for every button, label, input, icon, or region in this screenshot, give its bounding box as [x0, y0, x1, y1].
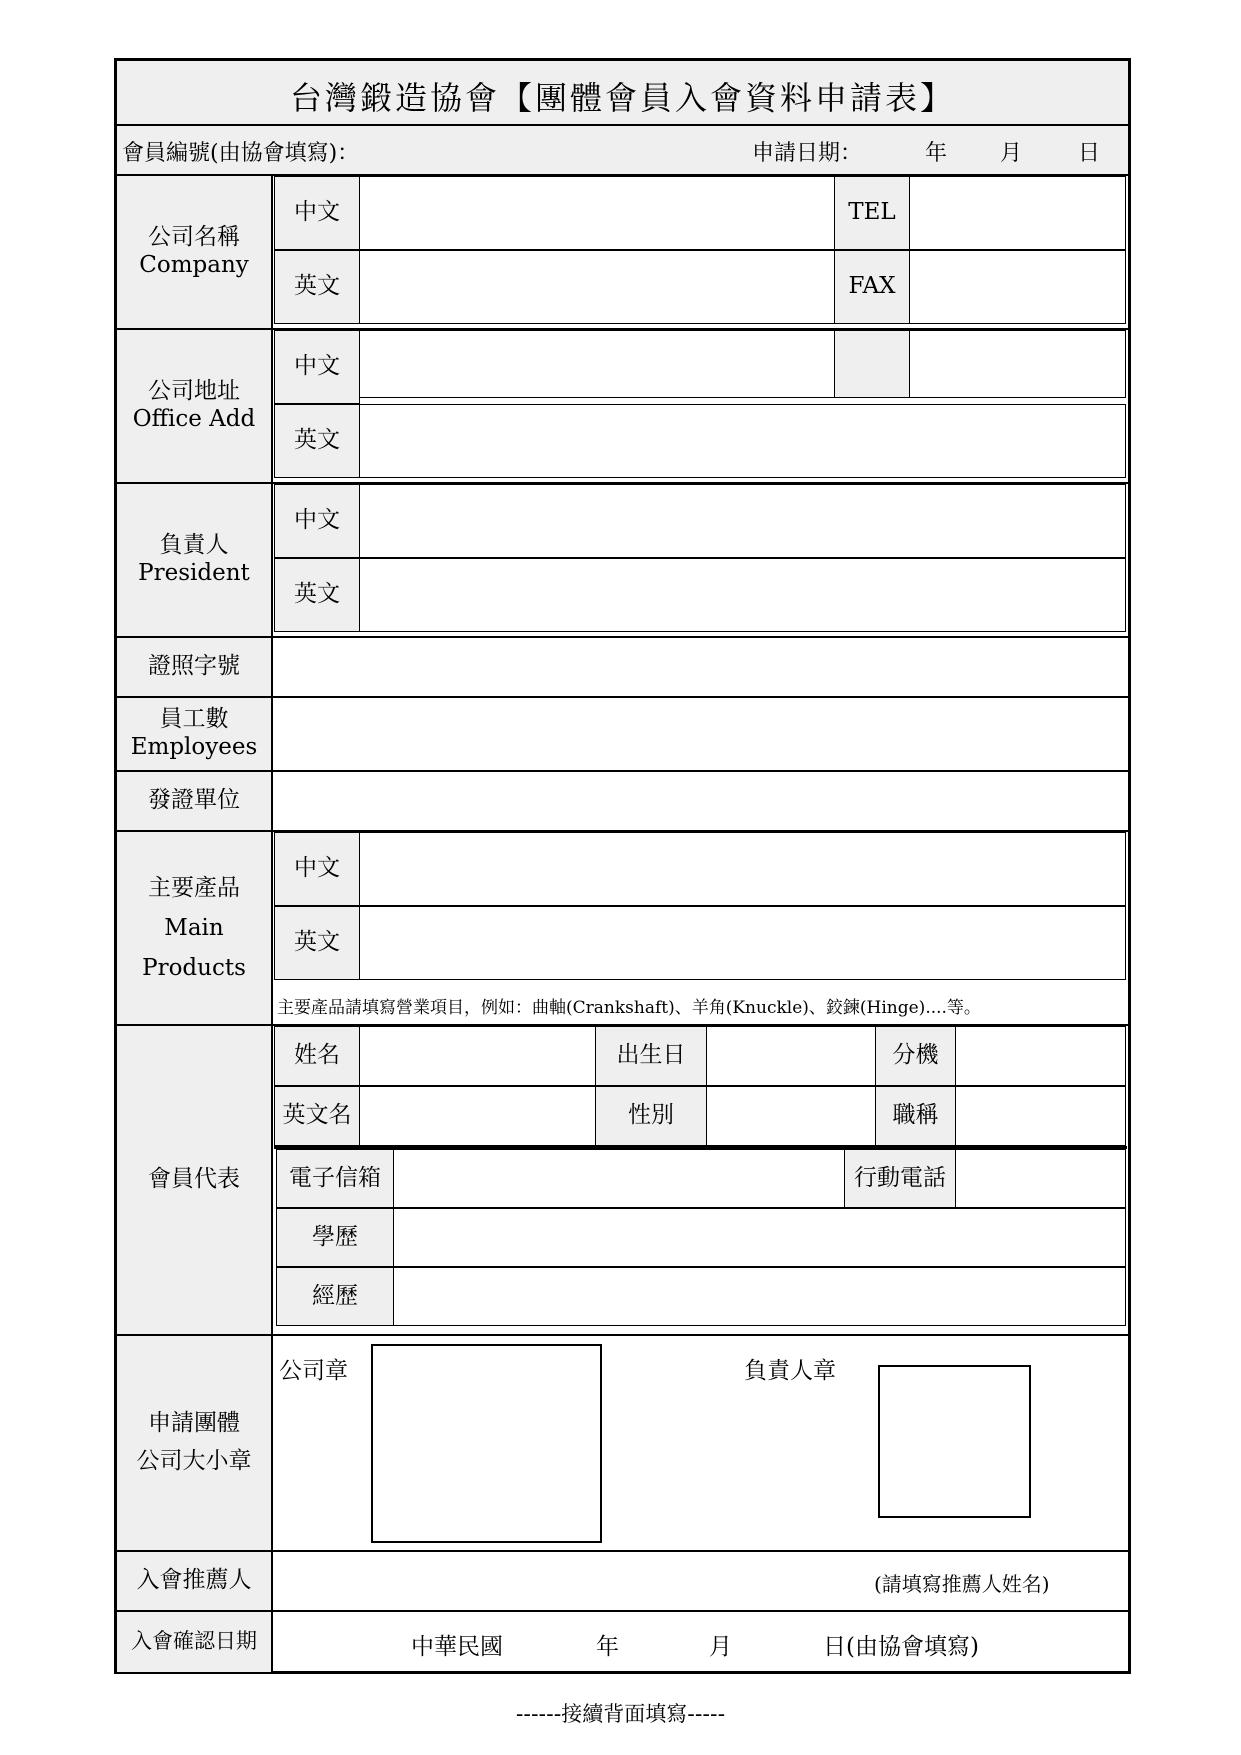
- company-name-en-label: 英文: [274, 250, 360, 324]
- rep-english-name-input[interactable]: [359, 1086, 596, 1146]
- address-extra-input[interactable]: [909, 330, 1126, 398]
- confirm-month: 月: [709, 1634, 732, 1660]
- continue-note: ------接續背面填寫-----: [515, 1702, 726, 1726]
- rep-mobile-label: 行動電話: [844, 1149, 956, 1208]
- rep-email-input[interactable]: [393, 1149, 845, 1208]
- fax-input[interactable]: [909, 250, 1126, 324]
- employees-label-zh: 員工數: [159, 706, 229, 733]
- representative-label: 會員代表: [148, 1166, 240, 1193]
- address-zh-label: 中文: [274, 330, 360, 404]
- rep-gender-label: 性別: [595, 1086, 707, 1146]
- employees-label: [117, 698, 271, 770]
- company-name-label-zh: 公司名稱: [148, 224, 240, 251]
- rep-education-input[interactable]: [393, 1208, 1126, 1267]
- president-label: [117, 484, 271, 636]
- seals-label-line1: 申請團體: [148, 1410, 240, 1437]
- license-no-input[interactable]: [273, 638, 1128, 696]
- president-en-label: 英文: [274, 558, 360, 632]
- apply-date-label: 申請日期：: [752, 141, 863, 166]
- address-zh-input[interactable]: [359, 330, 835, 398]
- tel-label: TEL: [834, 176, 910, 250]
- main-products-label-en2: Products: [142, 955, 246, 982]
- form-title: 台灣鍛造協會【團體會員入會資料申請表】: [289, 79, 955, 117]
- products-en-label: 英文: [274, 906, 360, 980]
- company-name-en-input[interactable]: [359, 250, 835, 324]
- issuing-unit-input[interactable]: [273, 772, 1128, 830]
- member-no-label: 會員編號(由協會填寫)：: [122, 141, 360, 166]
- rep-gender-input[interactable]: [706, 1086, 876, 1146]
- products-zh-label: 中文: [274, 832, 360, 906]
- rep-name-label: 姓名: [274, 1026, 360, 1086]
- confirm-era: 中華民國: [411, 1634, 503, 1660]
- company-seal-box[interactable]: [371, 1344, 602, 1543]
- employees-input[interactable]: [273, 698, 1128, 770]
- president-zh-label: 中文: [274, 484, 360, 558]
- main-products-label: [117, 832, 271, 1024]
- rep-birthday-input[interactable]: [706, 1026, 876, 1086]
- rep-education-label: 學歷: [276, 1208, 394, 1267]
- products-zh-input[interactable]: [359, 832, 1126, 906]
- tel-input[interactable]: [909, 176, 1126, 250]
- apply-day-label: 日: [1078, 141, 1101, 166]
- apply-year-label: 年: [925, 141, 948, 166]
- rep-experience-label: 經歷: [276, 1267, 394, 1326]
- rep-ext-label: 分機: [875, 1026, 956, 1086]
- apply-month-label: 月: [1000, 141, 1023, 166]
- confirm-date-label: 入會確認日期: [131, 1629, 257, 1654]
- president-seal-box[interactable]: [878, 1365, 1031, 1518]
- referrer-hint: (請填寫推薦人姓名): [874, 1572, 1050, 1596]
- products-note: 主要產品請填寫營業項目，例如：曲軸(Crankshaft)、羊角(Knuckle)、鉸鍊(Hinge)....等。: [277, 998, 981, 1018]
- address-en-label: 英文: [274, 404, 360, 478]
- rep-name-input[interactable]: [359, 1026, 596, 1086]
- confirm-year: 年: [596, 1634, 619, 1660]
- products-en-input[interactable]: [359, 906, 1126, 980]
- president-label-en: President: [138, 560, 250, 586]
- rep-mobile-input[interactable]: [955, 1149, 1126, 1208]
- company-seal-label: 公司章: [279, 1358, 348, 1384]
- confirm-day-note: 日(由協會填寫): [823, 1634, 979, 1660]
- rep-title-input[interactable]: [955, 1086, 1126, 1146]
- president-label-zh: 負責人: [159, 532, 229, 559]
- fax-label: FAX: [834, 250, 910, 324]
- president-zh-input[interactable]: [359, 484, 1126, 558]
- rep-experience-input[interactable]: [393, 1267, 1126, 1326]
- rep-birthday-label: 出生日: [595, 1026, 707, 1086]
- employees-label-en: Employees: [130, 734, 258, 760]
- rep-english-name-label: 英文名: [274, 1086, 360, 1146]
- address-extra-label: [834, 330, 910, 398]
- company-address-label-en: Office Add: [132, 406, 256, 432]
- company-address-label-zh: 公司地址: [148, 378, 240, 405]
- referrer-label: 入會推薦人: [136, 1567, 252, 1594]
- seals-label-line2: 公司大小章: [136, 1448, 252, 1474]
- company-name-zh-label: 中文: [274, 176, 360, 250]
- company-name-label: [117, 176, 271, 328]
- main-products-label-en1: Main: [164, 914, 224, 941]
- company-name-zh-input[interactable]: [359, 176, 835, 250]
- issuing-unit-label: 發證單位: [148, 787, 240, 814]
- address-en-input[interactable]: [359, 404, 1126, 478]
- company-name-label-en: Company: [139, 252, 249, 278]
- rep-email-label: 電子信箱: [276, 1149, 394, 1208]
- president-en-input[interactable]: [359, 558, 1126, 632]
- license-no-label: 證照字號: [148, 653, 240, 680]
- main-products-label-zh: 主要產品: [148, 874, 240, 901]
- rep-ext-input[interactable]: [955, 1026, 1126, 1086]
- seals-label: [117, 1336, 271, 1550]
- company-address-label: [117, 330, 271, 482]
- president-seal-label: 負責人章: [744, 1358, 836, 1384]
- rep-title-label: 職稱: [875, 1086, 956, 1146]
